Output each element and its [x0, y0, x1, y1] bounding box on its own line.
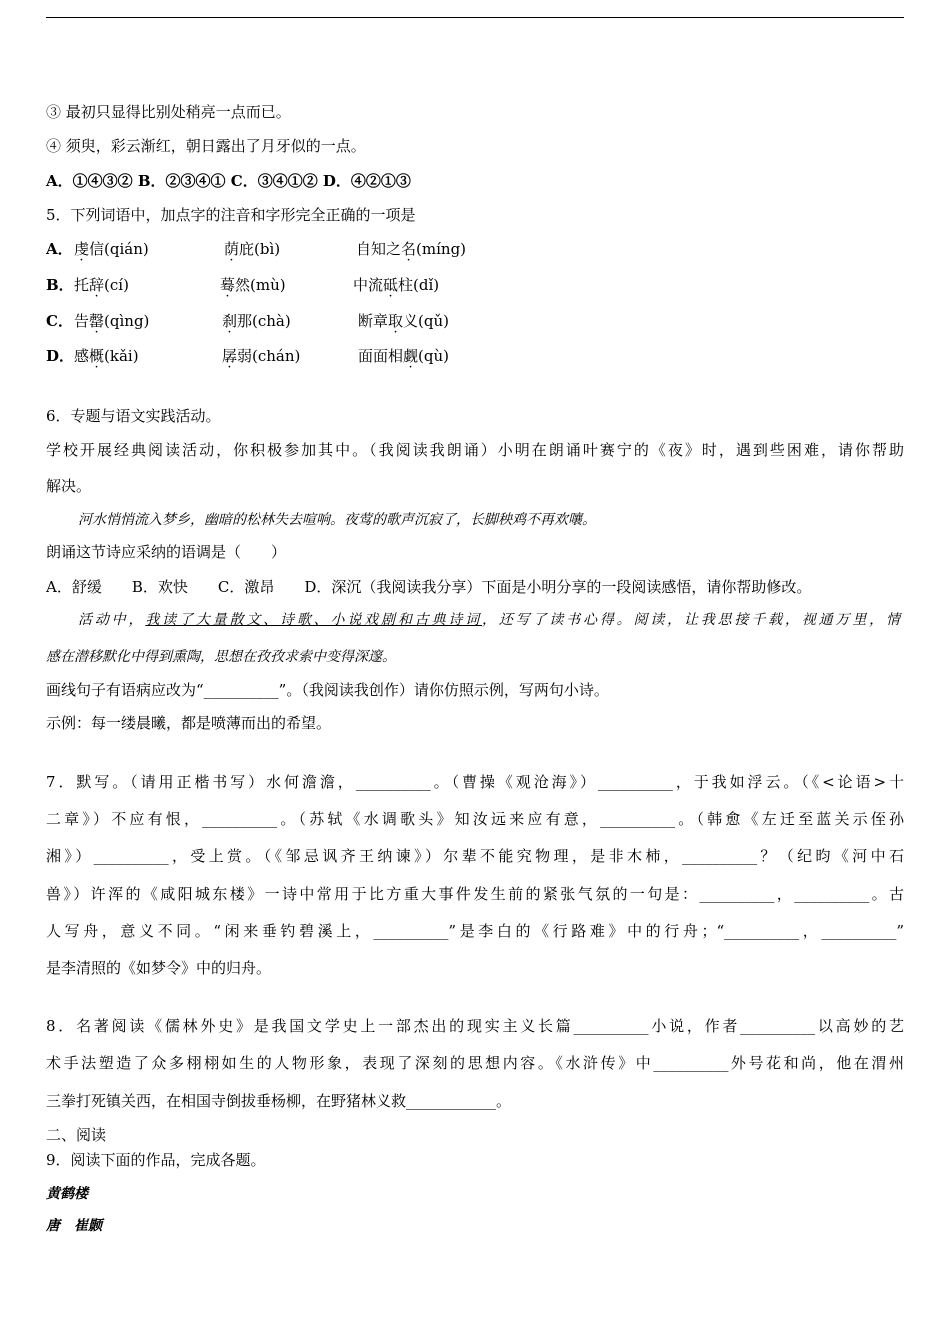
q6-intro: 学校开展经典阅读活动，你积极参加其中。（我阅读我朗诵）小明在朗诵叶赛宁的《夜》时，遇到些困难，请你帮助: [46, 441, 904, 459]
q8-line-2: 术手法塑造了众多栩栩如生的人物形象，表现了深刻的思想内容。《水浒传》中__________外号花和尚，他在渭州: [46, 1054, 904, 1072]
word-b3: 中流砥柱(dǐ): [353, 276, 440, 294]
section-title: 二、阅读: [46, 1126, 107, 1144]
q8-line-3: 三拳打死镇关西，在相国寺倒拔垂杨柳，在野猪林义救____________。: [46, 1092, 512, 1110]
word-d1: 感概(kǎi): [74, 347, 139, 365]
q6-question: 朗诵这节诗应采纳的语调是（ ）: [46, 543, 287, 561]
row-label: A．: [46, 240, 73, 258]
q7-line-2: 二章》）不应有恨，__________。（苏轼《水调歌头》知汝远来应有意，__________。（韩愈《左迁至蓝关示侄孙: [46, 810, 904, 828]
poem-author: 唐 崔颢: [46, 1218, 102, 1234]
underlined-sentence: 我读了大量散文、诗歌、小说戏剧和古典诗词: [145, 612, 483, 628]
option-line-4: ④ 须臾，彩云渐红，朝日露出了月牙似的一点。: [46, 137, 366, 155]
q7-line-1: 7．默写。（请用正楷书写）水何澹澹，__________。（曹操《观沧海》）__________，于我如浮云。（《<论语>十: [46, 773, 904, 791]
share-paragraph-cont: 感在潜移默化中得到熏陶，思想在孜孜求索中变得深邃。: [46, 649, 396, 665]
word-c1: 告罄(qìng): [74, 312, 150, 330]
word-a2: 荫庇(bì): [224, 240, 281, 258]
word-b1: 托辞(cí): [74, 276, 129, 294]
word-c2: 刹那(chà): [222, 312, 291, 330]
poem-excerpt: 河水悄悄流入梦乡，幽暗的松林失去喧响。夜莺的歌声沉寂了，长脚秧鸡不再欢嚷。: [78, 512, 596, 528]
q6-fix: 画线句子有语病应改为“__________”。（我阅读我创作）请你仿照示例，写两句小诗。: [46, 681, 609, 699]
q9-title: 9．阅读下面的作品，完成各题。: [46, 1151, 266, 1169]
row-label: C．: [46, 312, 73, 330]
q6-example: 示例：每一缕晨曦，都是喷薄而出的希望。: [46, 714, 332, 732]
share-paragraph: 活动中，我读了大量散文、诗歌、小说戏剧和古典诗词，还写了读书心得。阅读，让我思接千载，视通万里，情: [78, 612, 901, 628]
q8-line-1: 8．名著阅读《儒林外史》是我国文学史上一部杰出的现实主义长篇__________小说，作者__________以高妙的艺: [46, 1017, 904, 1035]
row-label: B．: [46, 276, 74, 294]
q7-line-5: 人写舟，意义不同。“闲来垂钓碧溪上，__________”是李白的《行路难》中的行舟；“__________，__________”: [46, 922, 904, 940]
word-c3: 断章取义(qǔ): [358, 312, 449, 330]
poem-title: 黄鹤楼: [46, 1186, 88, 1202]
word-a1: 虔信(qián): [74, 240, 149, 258]
row-label: D．: [46, 347, 75, 365]
q7-line-3: 湘》）__________，受上赏。（《邹忌讽齐王纳谏》）尔辈不能究物理，是非木柿，__________？（纪昀《河中石: [46, 847, 904, 865]
q4-choices: A．①④③② B．②③④① C．③④①② D．④②①③: [46, 172, 411, 190]
word-b2: 蓦然(mù): [220, 276, 286, 294]
option-line-3: ③ 最初只显得比别处稍亮一点而已。: [46, 103, 291, 121]
q6-title: 6．专题与语文实践活动。: [46, 407, 221, 425]
word-d2: 孱弱(chán): [222, 347, 301, 365]
q6-options: A．舒缓 B．欢快 C．激昂 D．深沉（我阅读我分享）下面是小明分享的一段阅读感悟，请你帮助修改。: [46, 578, 812, 596]
top-rule: [46, 17, 904, 18]
q6-intro-cont: 解决。: [46, 477, 92, 495]
word-a3: 自知之名(míng): [356, 240, 467, 258]
q7-line-4: 兽》）许浑的《咸阳城东楼》一诗中常用于比方重大事件发生前的紧张气氛的一句是：__________，__________。古: [46, 885, 904, 903]
word-d3: 面面相觑(qù): [358, 347, 449, 365]
q7-line-6: 是李清照的《如梦令》中的归舟。: [46, 959, 272, 977]
q5-title: 5．下列词语中，加点字的注音和字形完全正确的一项是: [46, 206, 416, 224]
